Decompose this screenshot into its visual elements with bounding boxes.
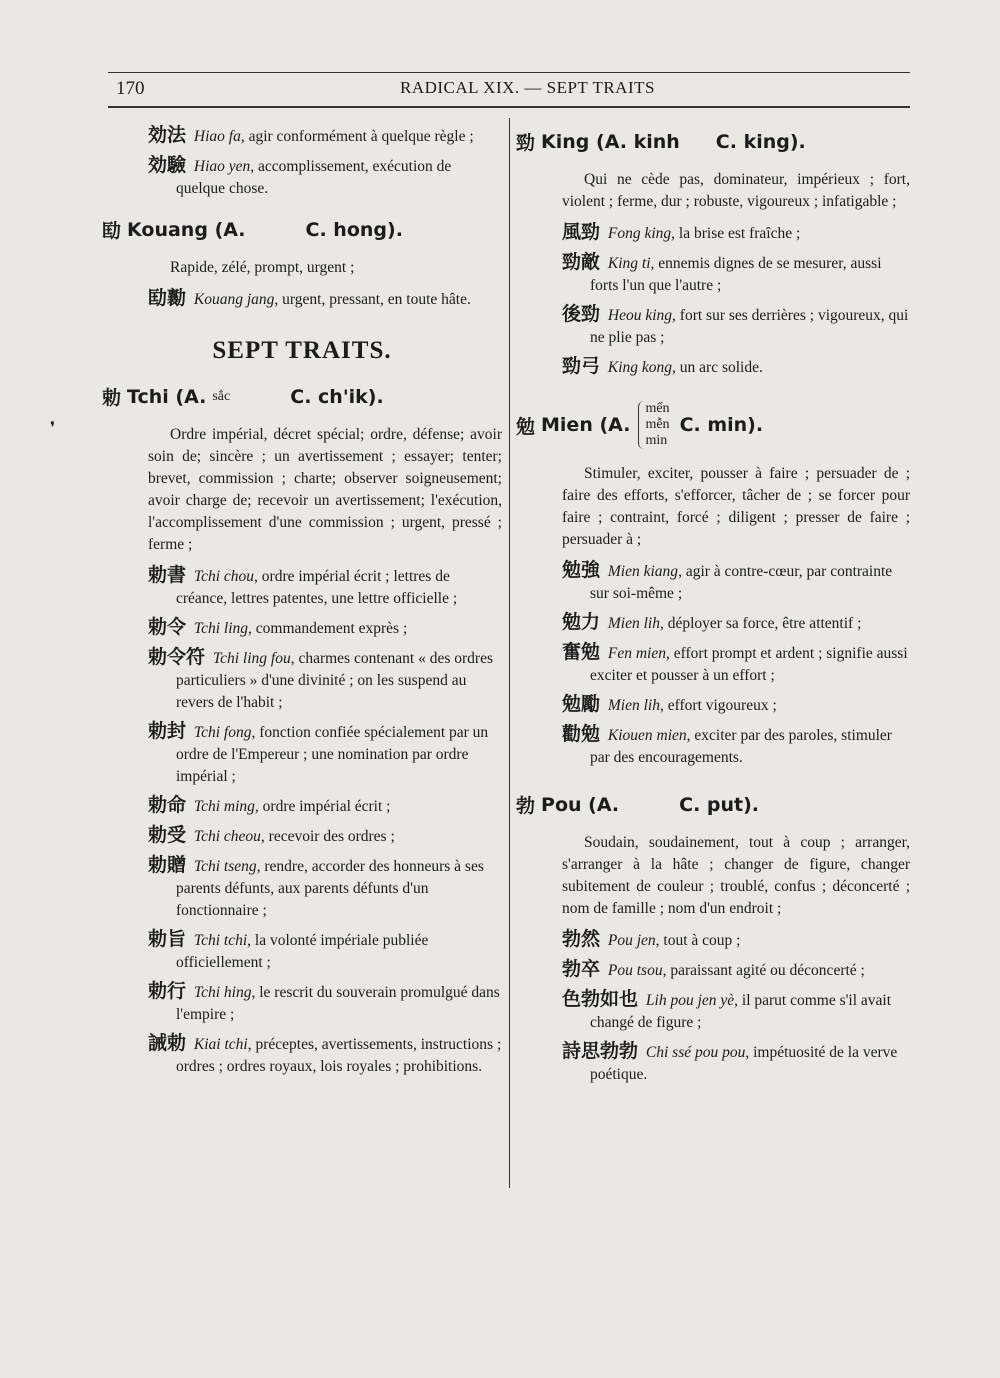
entry-romanization: Tchi tchi bbox=[193, 932, 248, 949]
entry-definition: , paraissant agité ou déconcerté ; bbox=[662, 962, 865, 979]
entry-definition: , rendre, accorder des honneurs à ses parents défunts, aux parents défunts d'un fonctionnaire ; bbox=[176, 858, 484, 919]
annamite-reading: sắc bbox=[212, 388, 231, 404]
entry-characters: 誡勅 bbox=[148, 1032, 187, 1054]
entry-definition: , fort sur ses derrières ; vigoureux, qui ne plie pas ; bbox=[590, 307, 909, 346]
compound-entry bbox=[516, 611, 910, 635]
entry-characters: 勅書 bbox=[148, 564, 187, 586]
entry-characters: 勁弓 bbox=[562, 355, 601, 377]
entry-romanization: King kong bbox=[607, 359, 673, 376]
entry-romanization: Tchi hing bbox=[193, 984, 252, 1001]
entry-romanization: Kouang jang bbox=[193, 291, 275, 308]
header-rule-top bbox=[108, 72, 910, 73]
entry-romanization: Fong king bbox=[607, 225, 672, 242]
headword-definition: Rapide, zélé, prompt, urgent ; bbox=[170, 259, 355, 276]
entry-characters: 勅令符 bbox=[148, 646, 206, 668]
compound-entry bbox=[102, 794, 502, 818]
compound-entry bbox=[102, 928, 502, 974]
entry-romanization: Mien lih bbox=[607, 697, 660, 714]
headword-kouang bbox=[102, 216, 502, 243]
entry-definition: , fonction confiée spécialement par un ordre de l'Empereur ; une nomination par ordre impérial ; bbox=[176, 724, 489, 785]
headword-character: 勉 bbox=[516, 415, 536, 438]
entry-definition: , urgent, pressant, en toute hâte. bbox=[274, 291, 471, 308]
entry-characters: 詩思勃勃 bbox=[562, 1040, 639, 1062]
annamite-label: (A. bbox=[588, 793, 620, 816]
annamite-reading: min bbox=[645, 433, 668, 448]
compound-entry bbox=[516, 958, 910, 982]
entry-definition: , agir à contre-cœur, par contrainte sur soi-même ; bbox=[590, 563, 893, 602]
entry-romanization: Tchi chou bbox=[193, 568, 255, 585]
page-number: 170 bbox=[116, 78, 145, 99]
section-title: SEPT TRAITS. bbox=[212, 337, 392, 364]
entry-romanization: Pou tsou bbox=[607, 962, 663, 979]
entry-definition: , la volonté impériale publiée officiellement ; bbox=[176, 932, 429, 971]
entry-romanization: Tchi ling fou bbox=[212, 650, 291, 667]
compound-entry bbox=[102, 154, 502, 200]
entry-characters: 勉勵 bbox=[562, 693, 601, 715]
entry-characters: 劻勷 bbox=[148, 287, 187, 309]
entry-definition: , effort vigoureux ; bbox=[659, 697, 777, 714]
entry-definition: , impétuosité de la verve poétique. bbox=[590, 1044, 898, 1083]
entry-characters: 効驗 bbox=[148, 154, 187, 176]
entry-characters: 勅贈 bbox=[148, 854, 187, 876]
entry-characters: 勃卒 bbox=[562, 958, 601, 980]
entry-romanization: Hiao fa bbox=[193, 128, 241, 145]
headword-name: Mien bbox=[541, 414, 593, 436]
cantonese-label: C. ch'ik). bbox=[290, 385, 384, 408]
compound-entry bbox=[102, 616, 502, 640]
compound-entry bbox=[102, 287, 502, 311]
entry-characters: 効法 bbox=[148, 124, 187, 146]
entry-definition: , un arc solide. bbox=[672, 359, 763, 376]
compound-entry bbox=[102, 646, 502, 714]
entry-definition: , ennemis dignes de se mesurer, aussi forts l'un que l'autre ; bbox=[590, 255, 882, 294]
headword-name: Pou bbox=[541, 793, 582, 816]
entry-definition: , commandement exprès ; bbox=[248, 620, 408, 637]
headword-pou bbox=[516, 791, 910, 818]
compound-entry bbox=[102, 124, 502, 148]
annamite-readings bbox=[638, 401, 669, 449]
entry-characters: 勉力 bbox=[562, 611, 601, 633]
entry-characters: 勅封 bbox=[148, 720, 187, 742]
entry-definition: , ordre impérial écrit ; bbox=[254, 798, 391, 815]
entry-romanization: Tchi tseng bbox=[193, 858, 257, 875]
entry-characters: 勅命 bbox=[148, 794, 187, 816]
top-entries bbox=[102, 124, 502, 200]
running-title: RADICAL XIX. — SEPT TRAITS bbox=[400, 78, 655, 97]
entry-definition: , exciter par des paroles, stimuler par des encouragements. bbox=[590, 727, 892, 766]
entry-characters: 奮勉 bbox=[562, 641, 601, 663]
compound-entry bbox=[516, 221, 910, 245]
entry-characters: 勉強 bbox=[562, 559, 601, 581]
entry-definition: , effort prompt et ardent ; signifie aussi exciter et pousser à un effort ; bbox=[590, 645, 908, 684]
cantonese-label: C. king). bbox=[715, 130, 806, 153]
entry-characters: 勅令 bbox=[148, 616, 187, 638]
entry-romanization: Mien lih bbox=[607, 615, 660, 632]
headword-character: 勃 bbox=[516, 795, 536, 817]
headword-definition: Stimuler, exciter, pousser à faire ; persuader de ; faire des efforts, s'efforcer, tâcher de ; se forcer pour faire ; contraint, forcé ; diligent ; presser de faire ; persuader à ; bbox=[562, 465, 910, 548]
entry-definition: , tout à coup ; bbox=[655, 932, 741, 949]
compound-entry bbox=[516, 988, 910, 1034]
headword-character: 勁 bbox=[516, 132, 536, 154]
entry-characters: 色勃如也 bbox=[562, 988, 639, 1010]
margin-mark: ❜ bbox=[50, 420, 56, 437]
headword-definition: Soudain, soudainement, tout à coup ; arranger, s'arranger à la hâte ; changer de figure, changer subitement de couleur ; troublé, confus ; déconcerté ; nom de famille ; nom d'un endroit ; bbox=[562, 834, 910, 917]
entry-definition: , le rescrit du souverain promulgué dans l'empire ; bbox=[176, 984, 500, 1023]
headword-name: King bbox=[541, 130, 590, 153]
entry-romanization: Mien kiang bbox=[607, 563, 679, 580]
entry-characters: 勸勉 bbox=[562, 723, 601, 745]
compound-entry bbox=[102, 854, 502, 922]
entry-definition: , préceptes, avertissements, instructions ; ordres ; ordres royaux, lois royales ; prohibitions. bbox=[176, 1036, 502, 1075]
entry-romanization: Tchi cheou bbox=[193, 828, 261, 845]
compound-entry bbox=[102, 564, 502, 610]
headword-definition: Ordre impérial, décret spécial; ordre, défense; avoir soin de; sincère ; un avertissement ; essayer; tenter; brevet, commission ; charte; observer soigneusement; avoir charge de; recevoir un avertissement; l'exécution, l'accomplissement d'une commission ; urgent, pressé ; ferme ; bbox=[148, 426, 502, 553]
left-column bbox=[102, 124, 502, 1084]
headword-character: 勅 bbox=[102, 387, 122, 409]
entry-romanization: Fen mien bbox=[607, 645, 666, 662]
compound-entry bbox=[516, 693, 910, 717]
headword-king bbox=[516, 128, 910, 155]
compound-entry bbox=[516, 303, 910, 349]
compound-entry bbox=[102, 720, 502, 788]
entry-definition: , il parut comme s'il avait changé de figure ; bbox=[590, 992, 892, 1031]
entry-characters: 勅旨 bbox=[148, 928, 187, 950]
annamite-label: (A. bbox=[175, 385, 207, 408]
compound-entry bbox=[102, 1032, 502, 1078]
entry-romanization: Kiai tchi bbox=[193, 1036, 248, 1053]
compound-entry bbox=[102, 980, 502, 1026]
compound-entry bbox=[516, 251, 910, 297]
entry-romanization: Kiouen mien bbox=[607, 727, 687, 744]
entry-romanization: Tchi ling bbox=[193, 620, 249, 637]
entry-romanization: Lih pou jen yè bbox=[645, 992, 735, 1009]
compound-entry bbox=[516, 1040, 910, 1086]
headword-character: 劻 bbox=[102, 220, 122, 242]
annamite-label: (A. bbox=[599, 414, 631, 436]
entry-characters: 後勁 bbox=[562, 303, 601, 325]
headword-mien bbox=[516, 401, 910, 449]
entry-characters: 勅受 bbox=[148, 824, 187, 846]
annamite-reading: mến bbox=[645, 401, 670, 416]
entry-romanization: Heou king bbox=[607, 307, 673, 324]
compound-entry bbox=[102, 824, 502, 848]
headword-name: Kouang bbox=[127, 218, 208, 241]
cantonese-label: C. hong). bbox=[305, 218, 403, 241]
entry-definition: , recevoir des ordres ; bbox=[260, 828, 395, 845]
header-rule-bottom bbox=[108, 106, 910, 108]
headword-name: Tchi bbox=[127, 385, 169, 408]
entry-definition: , charmes contenant « des ordres particuliers » d'une divinité ; on les suspend au revers de l'habit ; bbox=[176, 650, 493, 711]
entry-characters: 勅行 bbox=[148, 980, 187, 1002]
compound-entry bbox=[516, 723, 910, 769]
right-column bbox=[516, 124, 910, 1092]
headword-tchi bbox=[102, 383, 502, 410]
annamite-reading: mễn bbox=[645, 417, 670, 432]
entry-characters: 風勁 bbox=[562, 221, 601, 243]
entry-definition: , la brise est fraîche ; bbox=[671, 225, 801, 242]
cantonese-label: C. put). bbox=[679, 793, 760, 816]
column-divider bbox=[509, 118, 510, 1188]
compound-entry bbox=[516, 559, 910, 605]
cantonese-label: C. min). bbox=[679, 414, 764, 436]
entry-definition: , déployer sa force, être attentif ; bbox=[659, 615, 862, 632]
entry-definition: , agir conformément à quelque règle ; bbox=[240, 128, 474, 145]
entry-definition: , accomplissement, exécution de quelque chose. bbox=[176, 158, 452, 197]
entry-romanization: Tchi ming bbox=[193, 798, 255, 815]
entry-characters: 勁敵 bbox=[562, 251, 601, 273]
entry-romanization: Hiao yen bbox=[193, 158, 251, 175]
compound-entry bbox=[516, 641, 910, 687]
entry-romanization: Tchi fong bbox=[193, 724, 252, 741]
compound-entry bbox=[516, 355, 910, 379]
compound-entry bbox=[516, 928, 910, 952]
annamite-label: (A. kinh bbox=[596, 130, 680, 153]
annamite-label: (A. bbox=[214, 218, 246, 241]
entry-romanization: King ti bbox=[607, 255, 651, 272]
headword-definition: Qui ne cède pas, dominateur, impérieux ; fort, violent ; ferme, dur ; robuste, vigoureux ; infatigable ; bbox=[562, 171, 910, 210]
entry-definition: , ordre impérial écrit ; lettres de créance, lettres patentes, une lettre officielle ; bbox=[176, 568, 458, 607]
entry-romanization: Pou jen bbox=[607, 932, 656, 949]
entry-romanization: Chi ssé pou pou bbox=[645, 1044, 746, 1061]
entry-characters: 勃然 bbox=[562, 928, 601, 950]
